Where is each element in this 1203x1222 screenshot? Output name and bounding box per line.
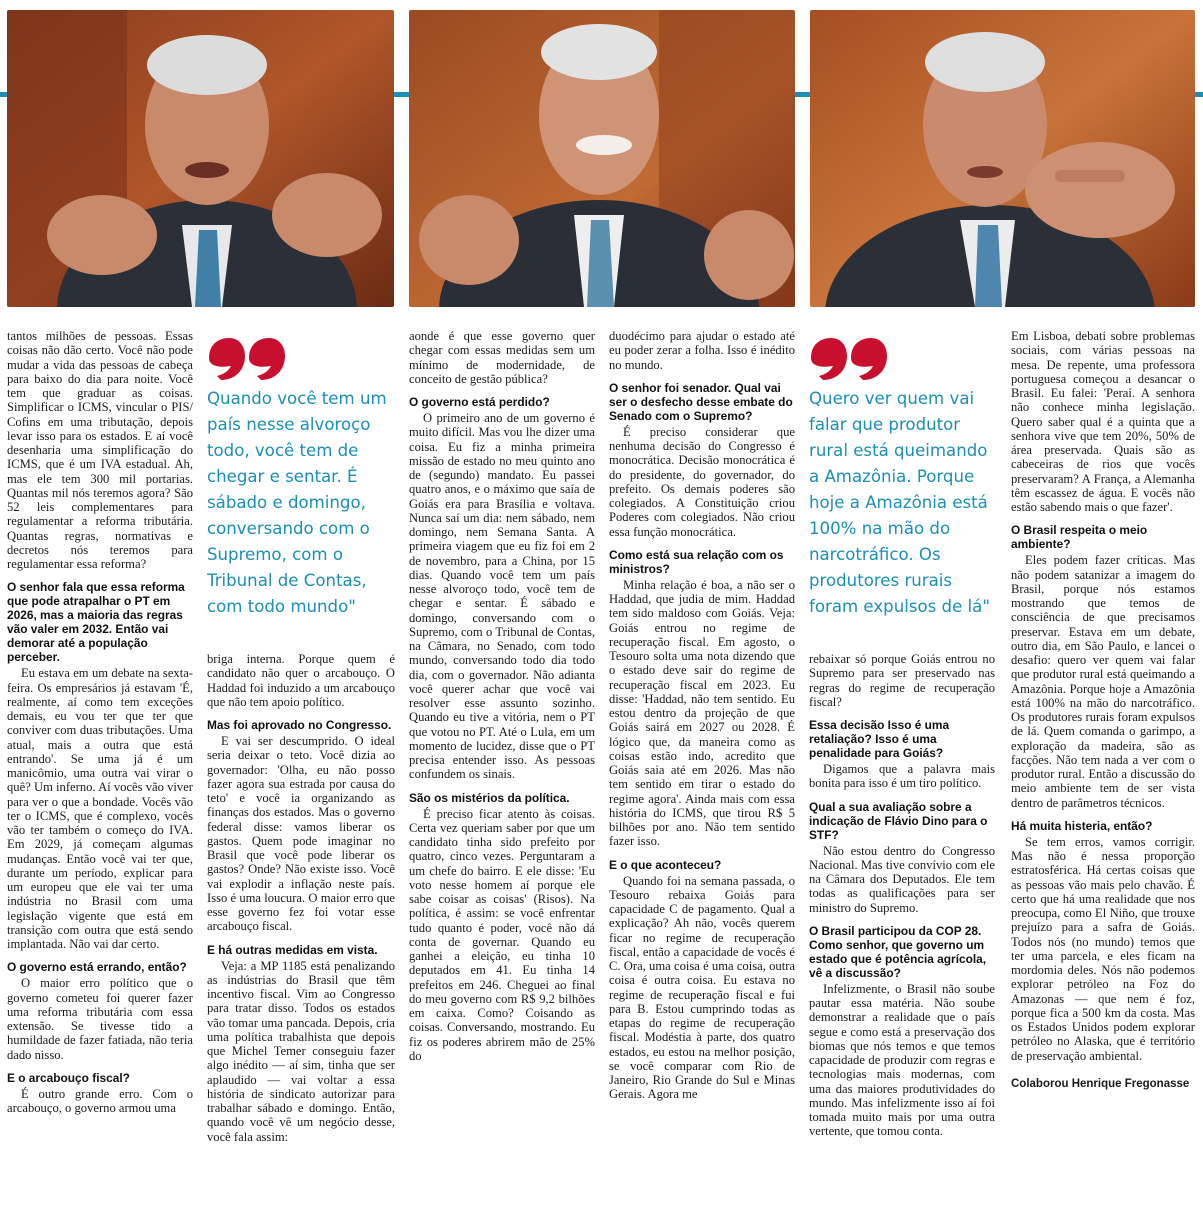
accent-rule-mid-2 — [795, 92, 810, 97]
paragraph: O maior erro político que o governo cometeu foi querer fazer uma reforma tributária com essa extensão. Se tivesse tido a humildade de fazer fatiada, não teria dado nisso. — [7, 976, 193, 1062]
paragraph: Em Lisboa, debati sobre problemas sociais, com várias pessoas na mesa. De repente, uma professora portuguesa começou a desancar o Brasil. Eu falei: 'Peraí. A senhora não conhece minha legislação. Quero saber qual é a quinta que a senhora vive que tem 20%, 50% de área preservada. Quais são as cabeceiras de rios que vocês preservaram? A França, a Alemanha têm escassez de água. E vocês não estão sabendo mais o que fazer'. — [1011, 329, 1195, 514]
pull-quote-text: Quando você tem um país nesse alvoroço todo, você tem de chegar e sentar. É sábado e domingo, conversando com o Supremo, com o Tribunal de Contas, com todo mundo" — [207, 389, 387, 616]
paragraph: tantos milhões de pessoas. Essas coisas não dão certo. Você não pode mudar a vida das pessoas de cabeça para baixo do dia para noite. Você tem que graduar as coisas. Simplificar o ICMS, vincular o PIS/ Cofins em uma tributação, depois levar isso para os estados. E aí você desenharia uma simplificação do ICMS, que é um IVA estadual. Ah, mas ele tem 300 mil portarias. Quantas mil nós teremos agora? São 52 leis complementares para regulamentar a reforma tributária. Quantas regras, normativas e decretos nós teremos para regulamentar essa reforma? — [7, 329, 193, 571]
pull-quote-1 — [207, 336, 397, 620]
paragraph: rebaixar só porque Goiás entrou no Supremo para ser preservado nas regras do regime de recuperação fiscal? — [809, 652, 995, 709]
article-column-5 — [809, 652, 995, 1139]
paragraph: Não estou dentro do Congresso Nacional. Mas tive convívio com ele na Câmara dos Deputados. Ele tem todas as qualificações para ser ministro do Supremo. — [809, 843, 995, 915]
interview-question: São os mistérios da política. — [409, 790, 570, 805]
interview-question: O governo está errando, então? — [7, 960, 187, 975]
article-column-3 — [409, 329, 595, 1063]
contributor-credit: Colaborou Henrique Fregonasse — [1011, 1077, 1190, 1090]
interview-question: Como está sua relação com os ministros? — [609, 547, 784, 576]
paragraph: É outro grande erro. Com o arcabouço, o governo armou uma — [7, 1086, 193, 1115]
article-column-1 — [7, 329, 193, 1115]
interview-question: E o que aconteceu? — [609, 857, 722, 872]
interview-question: O governo está perdido? — [409, 395, 550, 409]
paragraph: O primeiro ano de um governo é muito difícil. Mas vou lhe dizer uma coisa. Eu fiz a minha primeira missão de estado no meu quinto ano de (segundo) mandato. Eu passei quatro anos, e o máximo que saía de Goiás era para Brasília e voltava. Nunca saí um dia: nem sábado, nem domingo, nem Semana Santa. A primeira viagem que eu fiz foi em 2 de novembro, para a China, por 15 dias. Quando você tem um país nesse alvoroço todo, você tem de chegar e sentar. É sábado e domingo, conversando com o Supremo, com o Tribunal de Contas, na Câmara, no Senado, com todo mundo, conversando todo dia todo dia, com o governador. Não adianta você querer achar que você vai resolver esse assunto sozinho. Quando eu tive a vitória, nem o PT que votou no PT. Até o Lula, em um momento de lucidez, disse que o PT precisa entender isso. As pessoas confundem os sinais. — [409, 411, 595, 782]
paragraph: duodécimo para ajudar o estado até eu poder zerar a folha. Isso é inédito no mundo. — [609, 329, 795, 372]
interview-question: O Brasil respeita o meio ambiente? — [1011, 523, 1148, 552]
paragraph: Se tem erros, vamos corrigir. Mas não é nessa proporção estratosférica. Há certas coisas que as pessoas vão mais pelo chavão. É certo que há uma realidade que nos preocupa, como El Niño, que trouxe prejuízo para a safra de Goiás. Todos nós (no mundo) temos que ter uma parcela, e eles ficam na mordomia deles. Nós não podemos explorar petróleo na Foz do Amazonas — que nem é foz, porque fica a 500 km da costa. Mas os Estados Unidos podem explorar petróleo no Alaska, que é território de preservação ambiental. — [1011, 834, 1195, 1063]
portrait-photo-gesturing-hand-icon — [810, 10, 1195, 307]
paragraph: Quando foi na semana passada, o Tesouro rebaixa Goiás para capacidade C de pagamento. Qual a explicação? Ah não, vocês querem ficar no regime de recuperação fiscal, então a capacidade de vocês é C. Ora, uma coisa é uma coisa, outra coisa é outra coisa. Eu estava no regime de recuperação fiscal e fui para B. Estou cumprindo todas as etapas do regime de recuperação fiscal. Modéstia à parte, dos quatro estados, eu estou na melhor posição, se você comparar com Rio de Janeiro, Rio Grande do Sul e Minas Gerais. Agora me — [609, 873, 795, 1102]
pull-quote-2 — [809, 336, 999, 620]
interview-question: Há muita histeria, então? — [1011, 818, 1153, 833]
interview-question: Mas foi aprovado no Congresso. — [207, 718, 392, 732]
paragraph: Eu estava em um debate na sexta-feira. Os empresários já estavam 'É, realmente, aí como tem exceções demais, eu vou ter que ter que conviver com duas tributações. Uma atual, mais a outra que está entrando'. Se uma já é um manicômio, uma outra vai virar o quê? Um inferno. Aí vocês vão viver para ver o que a bondade. Vocês vão ter o ICMS, que é complexo, vocês vão ter também o começo do IVA. Em 2029, já começam algumas mudanças. Então você vai ter que, durante um período, explicar para um europeu que ele vai ter uma indústria no Brasil com uma legislação vigente que está em transição com outra que está sendo implantada. Não vai dar certo. — [7, 666, 193, 951]
accent-rule-right — [1195, 92, 1203, 97]
article-column-6 — [1011, 329, 1195, 1091]
paragraph: Infelizmente, o Brasil não soube pautar essa matéria. Não soube demonstrar a realidade que o país segue e como está a preservação dos biomas que nós temos e que temos capacidade de produzir com regras e tecnologias mais modernas, com uma das maiores produtividades do mundo. Mas infelizmente isso aí foi tomada muito mais por uma outra vertente, que tomou conta. — [809, 981, 995, 1139]
paragraph: Digamos que a palavra mais bonita para isso é um tiro político. — [809, 762, 995, 791]
paragraph: E vai ser descumprido. O ideal seria deixar o teto. Você dizia ao governador: 'Olha, eu não posso fazer agora sua estrada por causa do teto' e você ia organizando as finanças dos estados. Mas o governo federal disse: vamos liberar os gastos. Quem pode imaginar no Brasil que você pode liberar os gastos? Onde? Não existe isso. Você vai explodir a inflação neste país. Isso é uma loucura. O maior erro que esse governo fez foi votar esse arcabouço fiscal. — [207, 734, 395, 934]
accent-rule-mid-1 — [394, 92, 409, 97]
interview-question: Essa decisão Isso é uma retaliação? Isso é uma penalidade para Goiás? — [809, 718, 950, 760]
portrait-photo-gesturing-icon — [7, 10, 394, 307]
interview-question: O Brasil participou da COP 28. Como senhor, que governo um estado que é potência agrícola, vê a discussão? — [809, 923, 987, 980]
portrait-photo-smiling-icon — [409, 10, 795, 307]
paragraph: Eles podem fazer críticas. Mas não podem satanizar a imagem do Brasil, porque nós estamos mostrando que temos de consciência de que precisamos preservar. Estava em um debate, outro dia, em São Paulo, e lancei o desafio: quero ver quem vai falar que produtor rural está queimando a Amazônia. Porque hoje a Amazônia está 100% na mão do narcotráfico. Os produtores rurais foram expulsos de lá. Quem comanda o garimpo, a exploração da madeira, são as facções. Não tem nada a ver com o produtor rural. Então a discussão do meio ambiente tem de ser vista dentro de parâmetros técnicos. — [1011, 553, 1195, 810]
pull-quote-text: Quero ver quem vai falar que produtor rural está queimando a Amazônia. Porque hoje a Amazônia está 100% na mão do narcotráfico. Os produtores rurais foram expulsos de lá" — [809, 389, 990, 616]
paragraph: Veja: a MP 1185 está penalizando as indústrias do Brasil que têm incentivo fiscal. Vim ao Congresso para tratar disso. Todos os estados vão tomar uma pancada. Depois, cria uma política trabalhista que depois que Michel Temer conseguiu fazer algo inédito — aí sim, tinha que ser aplaudido — vai voltar a essa história de sindicato autorizar para trabalhar sábado e domingo. Então, quando você vê um negócio desse, você fala assim: — [207, 958, 395, 1144]
interview-question: E o arcabouço fiscal? — [7, 1070, 130, 1085]
paragraph: É preciso considerar que nenhuma decisão do Congresso é monocrática. Decisão monocrática é do presidente, do governador, do prefeito. Os demais poderes são colegiados. A Constituição criou Poderes com colegiados. Não criou essa função monocrática. — [609, 424, 795, 539]
paragraph: É preciso ficar atento às coisas. Certa vez queriam saber por que um candidato tinha sido prefeito por quatro, cinco vezes. Perguntaram a um chefe do bairro. E ele disse: 'Eu voto nesse homem aí porque ele sabe coisar as coisas' (Risos). Na política, é assim: se você enfrentar tudo quanto é poder, você não dá conta de governar. Quando eu ganhei a eleição, eu tinha 10 deputados em 41. Eu tinha 14 prefeitos em 246. Cheguei ao final do meu governo com R$ 9,2 bilhões em caixa. Como? Coisando as coisas. Conversando, mostrando. Eu fiz os poderes abrirem mão de 25% do — [409, 806, 595, 1063]
accent-rule-left — [0, 92, 7, 97]
interview-question: O senhor foi senador. Qual vai ser o desfecho desse embate do Senado com o Supremo? — [609, 380, 793, 423]
interview-question: O senhor fala que essa reforma que pode atrapalhar o PT em 2026, mas a maioria das regras vão valer em 2032. Então vai demorar até a população perceber. — [7, 580, 185, 665]
paragraph: briga interna. Porque quem é candidato não quer o arcabouço. O Haddad foi induzido a um arcabouço que não tem apoio político. — [207, 652, 395, 709]
paragraph: Minha relação é boa, a não ser o Haddad, que judia de mim. Haddad tem sido maldoso com Goiás. Veja: Goiás entrou no regime de recuperação fiscal. Em agosto, o Tesouro solta uma nota dizendo que o estado deve sair do regime de recuperação fiscal em 2023. Eu disse: 'Haddad, não tem sentido. Eu estou dentro da projeção de que Goiás sairá em 2027 ou 2028. É lógico que, da maneira como as coisas estão indo, acredito que Goiás saia até em 2026. Mas não tem sentido em tirar o estado do regime agora'. Ainda mais com essa história do ICMS, que tirou R$ 5 bilhões por ano. Não tem sentido fazer isso. — [609, 577, 795, 849]
paragraph: aonde é que esse governo quer chegar com essas medidas sem um mínimo de modernidade, de conceito de gestão pública? — [409, 329, 595, 386]
quote-mark-icon — [207, 336, 287, 382]
portrait-photo-3 — [810, 10, 1195, 307]
article-column-4 — [609, 329, 795, 1102]
quote-mark-icon — [809, 336, 889, 382]
portrait-photo-2 — [409, 10, 795, 307]
portrait-photo-1 — [7, 10, 394, 307]
interview-question: Qual a sua avaliação sobre a indicação de Flávio Dino para o STF? — [809, 799, 988, 842]
interview-question: E há outras medidas em vista. — [207, 942, 378, 957]
article-column-2 — [207, 652, 395, 1144]
